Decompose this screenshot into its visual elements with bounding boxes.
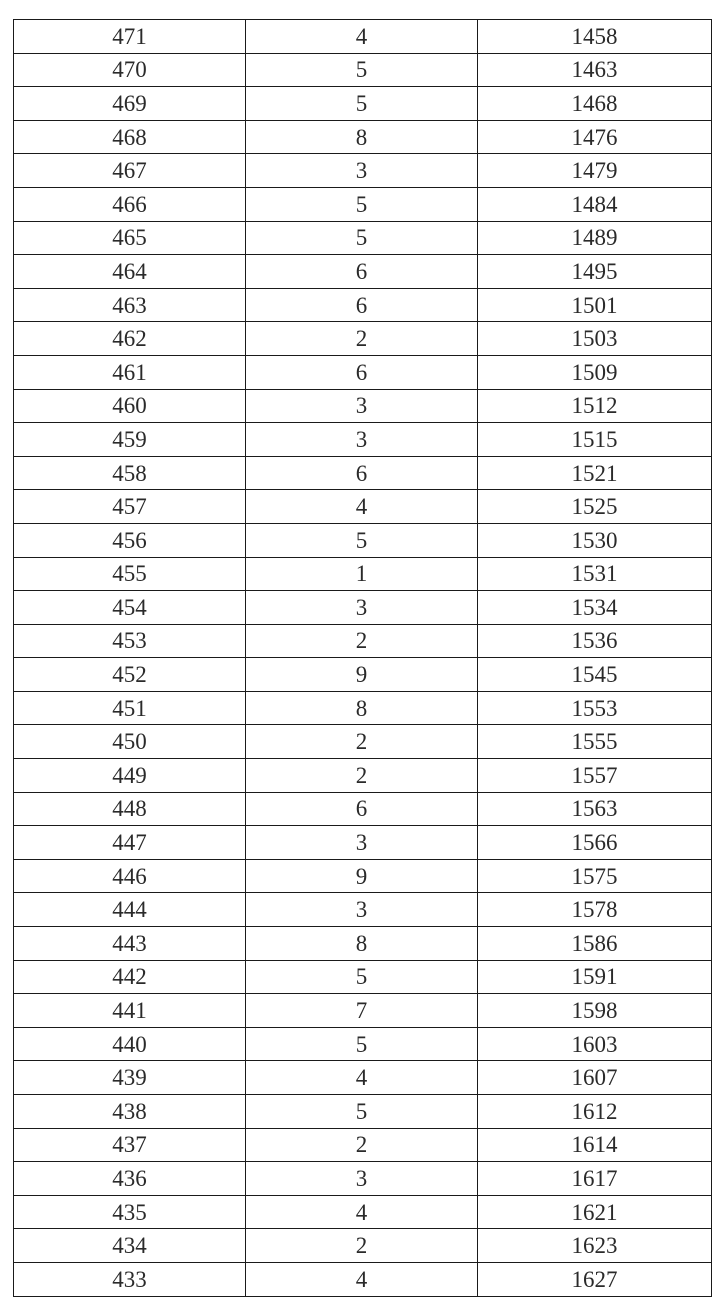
score-cell: 441 [14, 994, 246, 1028]
score-cell: 439 [14, 1061, 246, 1095]
table-row [14, 826, 712, 860]
table-row [14, 725, 712, 759]
score-cell: 438 [14, 1095, 246, 1129]
table-row [14, 423, 712, 457]
count-cell: 3 [246, 893, 478, 927]
count-cell: 2 [246, 759, 478, 793]
table-row [14, 658, 712, 692]
table-row [14, 859, 712, 893]
score-cell: 435 [14, 1195, 246, 1229]
table-row [14, 691, 712, 725]
table-row [14, 624, 712, 658]
table-row [14, 994, 712, 1028]
score-cell: 468 [14, 120, 246, 154]
count-cell: 2 [246, 725, 478, 759]
table-row [14, 759, 712, 793]
score-cell: 461 [14, 355, 246, 389]
score-cell: 434 [14, 1229, 246, 1263]
cumulative-cell: 1476 [478, 120, 712, 154]
count-cell: 6 [246, 255, 478, 289]
score-cell: 453 [14, 624, 246, 658]
table-row [14, 87, 712, 121]
table-row [14, 1128, 712, 1162]
score-cell: 437 [14, 1128, 246, 1162]
cumulative-cell: 1563 [478, 792, 712, 826]
cumulative-cell: 1479 [478, 154, 712, 188]
table-row [14, 1095, 712, 1129]
count-cell: 5 [246, 1027, 478, 1061]
table-row [14, 893, 712, 927]
score-cell: 463 [14, 288, 246, 322]
cumulative-cell: 1566 [478, 826, 712, 860]
cumulative-cell: 1617 [478, 1162, 712, 1196]
cumulative-cell: 1458 [478, 20, 712, 54]
table-row [14, 53, 712, 87]
count-cell: 5 [246, 53, 478, 87]
score-cell: 442 [14, 960, 246, 994]
score-cell: 456 [14, 523, 246, 557]
score-cell: 460 [14, 389, 246, 423]
cumulative-cell: 1512 [478, 389, 712, 423]
table-body [14, 20, 712, 1297]
cumulative-cell: 1489 [478, 221, 712, 255]
count-cell: 6 [246, 792, 478, 826]
count-cell: 8 [246, 120, 478, 154]
count-cell: 7 [246, 994, 478, 1028]
cumulative-cell: 1591 [478, 960, 712, 994]
table-row [14, 1229, 712, 1263]
score-cell: 462 [14, 322, 246, 356]
count-cell: 2 [246, 624, 478, 658]
cumulative-cell: 1463 [478, 53, 712, 87]
score-cell: 452 [14, 658, 246, 692]
cumulative-cell: 1509 [478, 355, 712, 389]
cumulative-cell: 1578 [478, 893, 712, 927]
cumulative-cell: 1531 [478, 557, 712, 591]
score-cell: 447 [14, 826, 246, 860]
table-row [14, 154, 712, 188]
table-row [14, 120, 712, 154]
cumulative-cell: 1607 [478, 1061, 712, 1095]
count-cell: 6 [246, 355, 478, 389]
table-row [14, 557, 712, 591]
count-cell: 2 [246, 1229, 478, 1263]
cumulative-cell: 1530 [478, 523, 712, 557]
count-cell: 4 [246, 1195, 478, 1229]
cumulative-cell: 1545 [478, 658, 712, 692]
count-cell: 3 [246, 389, 478, 423]
cumulative-cell: 1603 [478, 1027, 712, 1061]
table-row [14, 20, 712, 54]
table-row [14, 1061, 712, 1095]
table-row [14, 389, 712, 423]
count-cell: 8 [246, 927, 478, 961]
table-row [14, 792, 712, 826]
score-cell: 454 [14, 591, 246, 625]
score-cell: 444 [14, 893, 246, 927]
table-row [14, 456, 712, 490]
count-cell: 4 [246, 1262, 478, 1296]
score-cell: 464 [14, 255, 246, 289]
score-cell: 455 [14, 557, 246, 591]
table-row [14, 1195, 712, 1229]
cumulative-cell: 1598 [478, 994, 712, 1028]
cumulative-cell: 1557 [478, 759, 712, 793]
count-cell: 9 [246, 859, 478, 893]
count-cell: 1 [246, 557, 478, 591]
table-row [14, 1027, 712, 1061]
table-row [14, 322, 712, 356]
score-cell: 451 [14, 691, 246, 725]
cumulative-cell: 1495 [478, 255, 712, 289]
score-cell: 440 [14, 1027, 246, 1061]
score-cell: 471 [14, 20, 246, 54]
score-cell: 443 [14, 927, 246, 961]
cumulative-cell: 1575 [478, 859, 712, 893]
cumulative-cell: 1521 [478, 456, 712, 490]
count-cell: 6 [246, 456, 478, 490]
table-row [14, 355, 712, 389]
table-row [14, 927, 712, 961]
cumulative-cell: 1555 [478, 725, 712, 759]
score-cell: 446 [14, 859, 246, 893]
count-cell: 5 [246, 960, 478, 994]
cumulative-cell: 1503 [478, 322, 712, 356]
score-cell: 466 [14, 187, 246, 221]
score-cell: 449 [14, 759, 246, 793]
score-cell: 448 [14, 792, 246, 826]
table-row [14, 1262, 712, 1296]
count-cell: 3 [246, 154, 478, 188]
score-cell: 459 [14, 423, 246, 457]
score-cell: 433 [14, 1262, 246, 1296]
count-cell: 9 [246, 658, 478, 692]
count-cell: 5 [246, 221, 478, 255]
score-cell: 458 [14, 456, 246, 490]
score-table [13, 19, 712, 1297]
score-cell: 436 [14, 1162, 246, 1196]
cumulative-cell: 1621 [478, 1195, 712, 1229]
table-row [14, 187, 712, 221]
cumulative-cell: 1623 [478, 1229, 712, 1263]
table-row [14, 960, 712, 994]
cumulative-cell: 1536 [478, 624, 712, 658]
table-row [14, 490, 712, 524]
cumulative-cell: 1484 [478, 187, 712, 221]
score-cell: 470 [14, 53, 246, 87]
cumulative-cell: 1525 [478, 490, 712, 524]
score-cell: 465 [14, 221, 246, 255]
cumulative-cell: 1468 [478, 87, 712, 121]
cumulative-cell: 1612 [478, 1095, 712, 1129]
cumulative-cell: 1534 [478, 591, 712, 625]
count-cell: 3 [246, 591, 478, 625]
count-cell: 4 [246, 1061, 478, 1095]
count-cell: 5 [246, 1095, 478, 1129]
table-row [14, 288, 712, 322]
cumulative-cell: 1614 [478, 1128, 712, 1162]
count-cell: 4 [246, 490, 478, 524]
table-row [14, 221, 712, 255]
score-cell: 467 [14, 154, 246, 188]
count-cell: 6 [246, 288, 478, 322]
cumulative-cell: 1627 [478, 1262, 712, 1296]
score-cell: 457 [14, 490, 246, 524]
cumulative-cell: 1553 [478, 691, 712, 725]
cumulative-cell: 1586 [478, 927, 712, 961]
cumulative-cell: 1515 [478, 423, 712, 457]
count-cell: 3 [246, 826, 478, 860]
score-cell: 469 [14, 87, 246, 121]
count-cell: 3 [246, 423, 478, 457]
table-row [14, 523, 712, 557]
table-row [14, 591, 712, 625]
count-cell: 2 [246, 1128, 478, 1162]
table-row [14, 1162, 712, 1196]
table-row [14, 255, 712, 289]
count-cell: 5 [246, 523, 478, 557]
score-cell: 450 [14, 725, 246, 759]
count-cell: 2 [246, 322, 478, 356]
count-cell: 8 [246, 691, 478, 725]
count-cell: 4 [246, 20, 478, 54]
count-cell: 5 [246, 187, 478, 221]
count-cell: 5 [246, 87, 478, 121]
count-cell: 3 [246, 1162, 478, 1196]
cumulative-cell: 1501 [478, 288, 712, 322]
